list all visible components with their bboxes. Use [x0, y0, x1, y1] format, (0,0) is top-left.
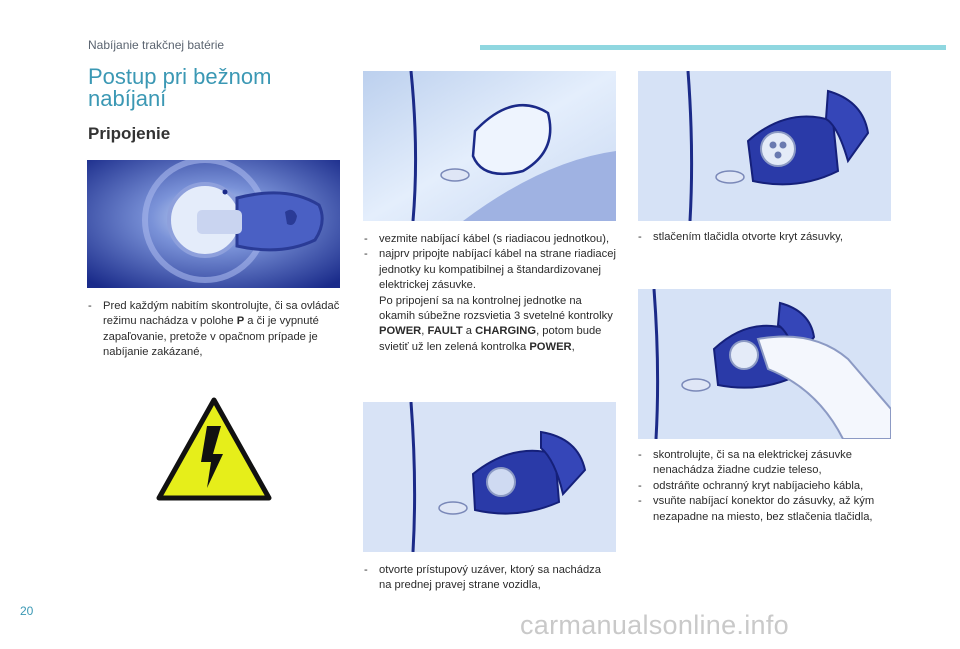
col2-instructions	[364, 232, 616, 355]
access-flap-open-photo	[363, 402, 616, 552]
list-item: - skontrolujte, či sa na elektrickej zásuvke nenachádza žiadne cudzie teleso,	[638, 449, 852, 477]
list-item: - otvorte prístupový uzáver, ktorý sa nachádza na prednej pravej strane vozidla,	[364, 564, 602, 592]
bullet-dash: -	[638, 231, 642, 243]
connector-insert-photo	[638, 289, 891, 439]
bullet-dash: -	[638, 495, 642, 508]
bullet-dash: -	[364, 248, 368, 261]
page-title-line2: nabíjaní	[88, 86, 167, 111]
page-number: 20	[20, 604, 34, 618]
page-title-line1: Postup pri bežnom	[88, 64, 272, 89]
list-item: - stlačením tlačidla otvorte kryt zásuvky,	[638, 230, 892, 245]
bullet-dash: -	[364, 564, 368, 576]
list-item: - odstráňte ochranný kryt nabíjacieho kábla,	[638, 479, 892, 494]
indicator-note: Po pripojení sa na kontrolnej jednotke na okamih súbežne rozsvietia 3 svetelné kontrolky POWER, FAULT a CHARGING, potom bude svietiť už len zelená kontrolka POWER,	[379, 294, 613, 353]
col2-instructions-bottom	[364, 563, 616, 594]
list-item: - najprv pripojte nabíjací kábel na strane riadiacej jednotky ku kompatibilnej a štandardizovanej elektrickej zásuvke.	[364, 248, 616, 292]
ignition-key-photo	[87, 160, 340, 288]
bullet-dash: -	[88, 300, 92, 312]
running-header: Nabíjanie trakčnej batérie	[88, 38, 225, 52]
bullet-dash: -	[364, 233, 368, 245]
list-item: - Pred každým nabitím skontrolujte, či sa ovládač režimu nachádza v polohe P a či je vypnuté zapaľovanie, pretože v opačnom prípade je nabíjanie zakázané,	[88, 300, 340, 359]
page-title	[88, 66, 271, 110]
bullet-dash: -	[638, 449, 642, 461]
col1-instructions	[88, 299, 343, 361]
bullet-dash: -	[638, 479, 642, 492]
socket-cover-open-photo	[638, 71, 891, 221]
high-voltage-icon	[155, 396, 273, 504]
list-item: - vezmite nabíjací kábel (s riadiacou jednotkou),	[364, 232, 616, 247]
col3-instructions-bottom	[638, 448, 892, 525]
watermark: carmanualsonline.info	[520, 610, 789, 640]
section-subtitle: Pripojenie	[88, 124, 171, 143]
col3-instructions-top	[638, 230, 892, 245]
header-bar	[480, 45, 946, 50]
charging-flap-closed-photo	[363, 71, 616, 221]
list-item: - vsuňte nabíjací konektor do zásuvky, až kým nezapadne na miesto, bez stlačenia tlačidla,	[638, 495, 875, 523]
